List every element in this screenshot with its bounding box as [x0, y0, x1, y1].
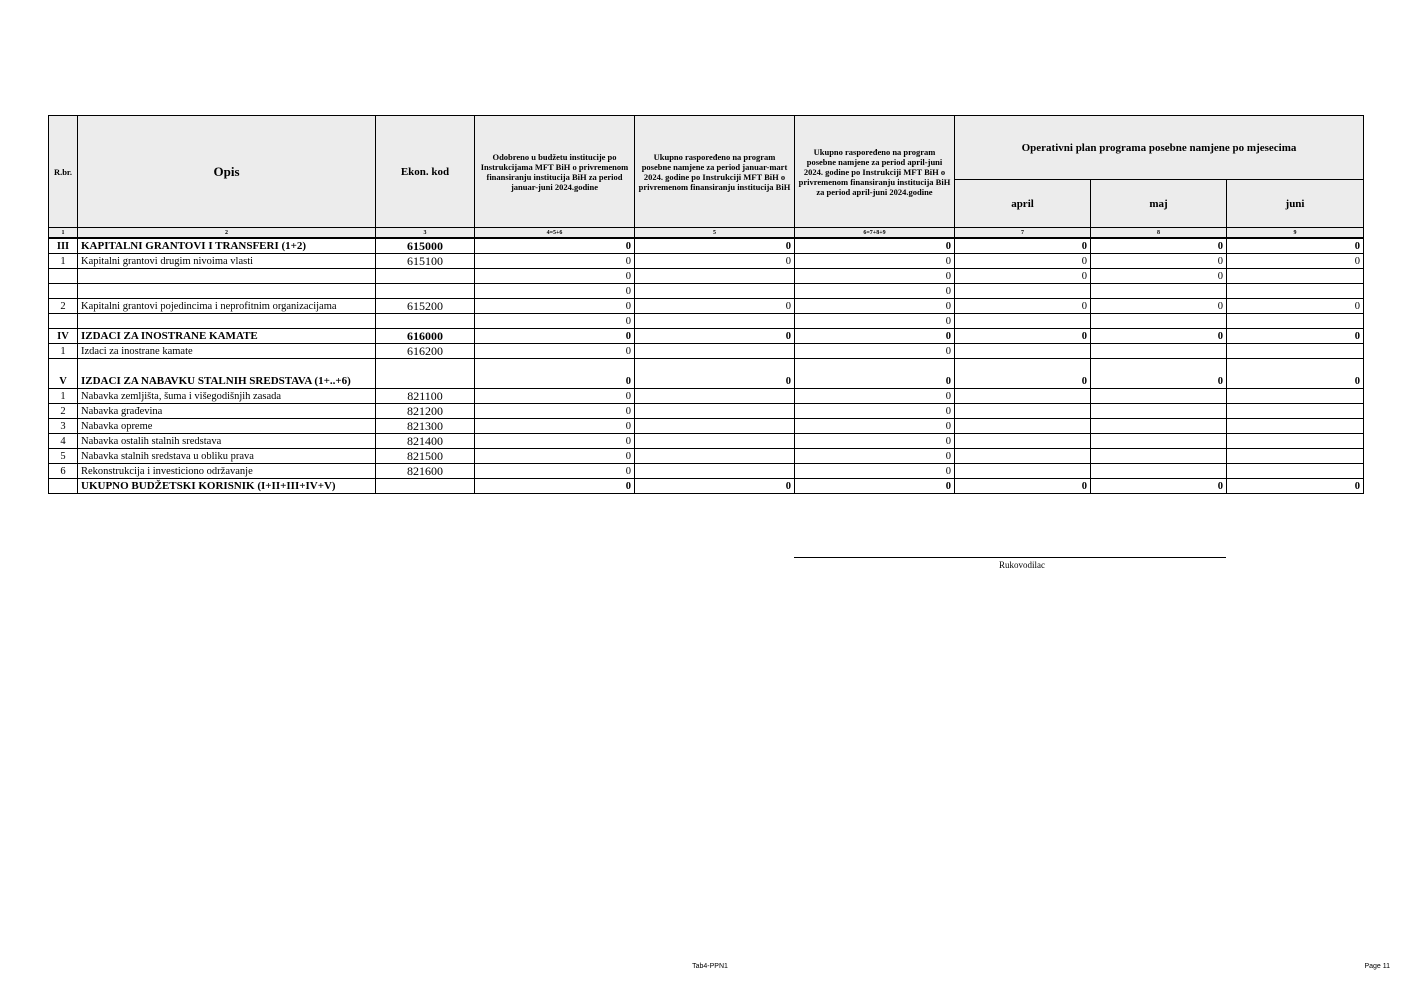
row-value-c4: 0 — [475, 359, 635, 389]
row-description: KAPITALNI GRANTOVI I TRANSFERI (1+2) — [78, 238, 376, 254]
row-value-c4: 0 — [475, 404, 635, 419]
table-row — [49, 419, 1364, 434]
row-number: 1 — [49, 389, 78, 404]
header-jan-mar: Ukupno raspoređeno na program posebne namjene za period januar-mart 2024. godine po Instrukciji MFT BiH o privremenom finansiranju institucija BiH — [635, 116, 795, 228]
row-ekon-kod: 821300 — [376, 419, 475, 434]
row-value-c7 — [955, 419, 1091, 434]
row-ekon-kod: 615200 — [376, 299, 475, 314]
row-value-c4: 0 — [475, 238, 635, 254]
header-apr-jun: Ukupno raspoređeno na program posebne namjene za period april-juni 2024. godine po Instrukciji MFT BiH o privremenom finansiranju institucija BiH za period april-juni 2024.godine — [795, 116, 955, 228]
row-number — [49, 284, 78, 299]
table-row — [49, 344, 1364, 359]
row-number: III — [49, 238, 78, 254]
row-ekon-kod: 615000 — [376, 238, 475, 254]
header-rbr: R.br. — [49, 116, 78, 228]
row-value-c8: 0 — [1091, 254, 1227, 269]
row-value-c6: 0 — [795, 434, 955, 449]
row-value-c7 — [955, 449, 1091, 464]
row-value-c7 — [955, 314, 1091, 329]
row-value-c5 — [635, 419, 795, 434]
header-juni: juni — [1227, 180, 1364, 228]
row-value-c7 — [955, 344, 1091, 359]
colnum-2: 2 — [78, 228, 376, 239]
row-description: Nabavka ostalih stalnih sredstava — [78, 434, 376, 449]
row-value-c5: 0 — [635, 254, 795, 269]
table-row — [49, 269, 1364, 284]
row-description — [78, 269, 376, 284]
row-number: 4 — [49, 434, 78, 449]
row-value-c9: 0 — [1227, 238, 1364, 254]
row-value-c9: 0 — [1227, 299, 1364, 314]
row-value-c8 — [1091, 389, 1227, 404]
budget-table — [48, 115, 1364, 494]
row-value-c8 — [1091, 464, 1227, 479]
table-row — [49, 314, 1364, 329]
row-ekon-kod: 615100 — [376, 254, 475, 269]
row-value-c7 — [955, 404, 1091, 419]
row-number: 1 — [49, 344, 78, 359]
row-value-c4: 0 — [475, 434, 635, 449]
row-value-c9: 0 — [1227, 329, 1364, 344]
signature-label: Rukovodilac — [999, 560, 1045, 570]
row-value-c4: 0 — [475, 299, 635, 314]
colnum-3: 3 — [376, 228, 475, 239]
table-row — [49, 449, 1364, 464]
row-number: 2 — [49, 404, 78, 419]
row-value-c9 — [1227, 269, 1364, 284]
row-value-c9 — [1227, 449, 1364, 464]
row-value-c9: 0 — [1227, 254, 1364, 269]
row-value-c4: 0 — [475, 284, 635, 299]
row-number — [49, 314, 78, 329]
row-value-c7: 0 — [955, 479, 1091, 494]
row-value-c5 — [635, 449, 795, 464]
table-row — [49, 359, 1364, 389]
row-number: 2 — [49, 299, 78, 314]
row-ekon-kod: 821500 — [376, 449, 475, 464]
row-ekon-kod: 821100 — [376, 389, 475, 404]
row-value-c9: 0 — [1227, 479, 1364, 494]
row-description: IZDACI ZA NABAVKU STALNIH SREDSTAVA (1+..+6) — [78, 359, 376, 389]
row-number: 1 — [49, 254, 78, 269]
signature-line — [794, 557, 1226, 558]
row-value-c6: 0 — [795, 479, 955, 494]
row-ekon-kod: 616000 — [376, 329, 475, 344]
row-value-c9 — [1227, 419, 1364, 434]
row-value-c7 — [955, 434, 1091, 449]
row-value-c8: 0 — [1091, 359, 1227, 389]
row-number: 3 — [49, 419, 78, 434]
row-value-c5 — [635, 404, 795, 419]
row-value-c4: 0 — [475, 419, 635, 434]
footer-sheet-name: Tab4-PPN1 — [692, 963, 728, 970]
row-value-c6: 0 — [795, 404, 955, 419]
row-value-c4: 0 — [475, 449, 635, 464]
row-number — [49, 479, 78, 494]
row-description: Nabavka stalnih sredstava u obliku prava — [78, 449, 376, 464]
row-description: Nabavka građevina — [78, 404, 376, 419]
row-ekon-kod — [376, 269, 475, 284]
row-value-c6: 0 — [795, 284, 955, 299]
footer-page-number: Page 11 — [1364, 963, 1390, 970]
row-value-c5 — [635, 464, 795, 479]
row-description: Nabavka zemljišta, šuma i višegodišnjih zasada — [78, 389, 376, 404]
header-ekon-kod: Ekon. kod — [376, 116, 475, 228]
row-number: V — [49, 359, 78, 389]
row-value-c9 — [1227, 314, 1364, 329]
row-number: 6 — [49, 464, 78, 479]
row-value-c8: 0 — [1091, 299, 1227, 314]
header-opis: Opis — [78, 116, 376, 228]
row-description: Rekonstrukcija i investiciono održavanje — [78, 464, 376, 479]
row-value-c7: 0 — [955, 299, 1091, 314]
row-description: IZDACI ZA INOSTRANE KAMATE — [78, 329, 376, 344]
row-value-c6: 0 — [795, 344, 955, 359]
row-value-c6: 0 — [795, 254, 955, 269]
row-value-c6: 0 — [795, 464, 955, 479]
colnum-5: 5 — [635, 228, 795, 239]
row-ekon-kod — [376, 284, 475, 299]
header-operativni-plan: Operativni plan programa posebne namjene po mjesecima — [955, 116, 1364, 180]
table-row — [49, 464, 1364, 479]
row-value-c5 — [635, 284, 795, 299]
row-description: Nabavka opreme — [78, 419, 376, 434]
row-value-c8 — [1091, 344, 1227, 359]
table-row — [49, 479, 1364, 494]
table-body — [49, 228, 1364, 494]
row-ekon-kod — [376, 314, 475, 329]
row-description — [78, 314, 376, 329]
row-value-c8 — [1091, 284, 1227, 299]
row-value-c7: 0 — [955, 329, 1091, 344]
row-value-c6: 0 — [795, 299, 955, 314]
table-row — [49, 329, 1364, 344]
row-value-c8 — [1091, 314, 1227, 329]
row-number: IV — [49, 329, 78, 344]
table-row — [49, 254, 1364, 269]
row-value-c9: 0 — [1227, 359, 1364, 389]
table-row — [49, 389, 1364, 404]
row-value-c6: 0 — [795, 238, 955, 254]
table-row — [49, 404, 1364, 419]
row-value-c5 — [635, 314, 795, 329]
table-row — [49, 434, 1364, 449]
row-value-c8: 0 — [1091, 329, 1227, 344]
row-value-c4: 0 — [475, 389, 635, 404]
row-value-c5 — [635, 269, 795, 284]
colnum-7: 7 — [955, 228, 1091, 239]
row-value-c5 — [635, 434, 795, 449]
colnum-6: 6=7+8+9 — [795, 228, 955, 239]
row-value-c5 — [635, 344, 795, 359]
row-value-c6: 0 — [795, 329, 955, 344]
row-value-c8 — [1091, 449, 1227, 464]
colnum-8: 8 — [1091, 228, 1227, 239]
row-value-c5 — [635, 389, 795, 404]
row-value-c5: 0 — [635, 238, 795, 254]
column-number-row — [49, 228, 1364, 239]
table-row — [49, 238, 1364, 254]
row-value-c7 — [955, 389, 1091, 404]
row-value-c7: 0 — [955, 238, 1091, 254]
row-description: Kapitalni grantovi drugim nivoima vlasti — [78, 254, 376, 269]
row-value-c5: 0 — [635, 299, 795, 314]
row-value-c9 — [1227, 404, 1364, 419]
row-description: Izdaci za inostrane kamate — [78, 344, 376, 359]
row-ekon-kod: 821600 — [376, 464, 475, 479]
row-value-c9 — [1227, 389, 1364, 404]
row-value-c4: 0 — [475, 254, 635, 269]
row-ekon-kod — [376, 479, 475, 494]
row-value-c6: 0 — [795, 314, 955, 329]
row-number — [49, 269, 78, 284]
row-value-c8: 0 — [1091, 238, 1227, 254]
table-row — [49, 299, 1364, 314]
row-description: UKUPNO BUDŽETSKI KORISNIK (I+II+III+IV+V) — [78, 479, 376, 494]
row-value-c4: 0 — [475, 269, 635, 284]
row-value-c9 — [1227, 284, 1364, 299]
row-ekon-kod: 821200 — [376, 404, 475, 419]
row-value-c4: 0 — [475, 329, 635, 344]
row-number: 5 — [49, 449, 78, 464]
row-value-c9 — [1227, 464, 1364, 479]
row-value-c6: 0 — [795, 269, 955, 284]
row-value-c5: 0 — [635, 479, 795, 494]
row-value-c9 — [1227, 434, 1364, 449]
row-value-c8: 0 — [1091, 479, 1227, 494]
row-value-c9 — [1227, 344, 1364, 359]
row-ekon-kod: 616200 — [376, 344, 475, 359]
row-value-c6: 0 — [795, 359, 955, 389]
header-odobreno: Odobreno u budžetu institucije po Instrukcijama MFT BiH o privremenom finansiranju institucija BiH za period januar-juni 2024.godine — [475, 116, 635, 228]
row-value-c4: 0 — [475, 464, 635, 479]
row-value-c7 — [955, 284, 1091, 299]
row-value-c8 — [1091, 404, 1227, 419]
row-description — [78, 284, 376, 299]
row-value-c7: 0 — [955, 269, 1091, 284]
row-ekon-kod — [376, 359, 475, 389]
table-row — [49, 284, 1364, 299]
row-value-c8 — [1091, 434, 1227, 449]
header-april: april — [955, 180, 1091, 228]
colnum-4: 4=5+6 — [475, 228, 635, 239]
row-value-c8: 0 — [1091, 269, 1227, 284]
row-value-c8 — [1091, 419, 1227, 434]
row-value-c4: 0 — [475, 479, 635, 494]
row-value-c7: 0 — [955, 254, 1091, 269]
row-value-c6: 0 — [795, 449, 955, 464]
row-value-c6: 0 — [795, 389, 955, 404]
header-maj: maj — [1091, 180, 1227, 228]
row-ekon-kod: 821400 — [376, 434, 475, 449]
colnum-9: 9 — [1227, 228, 1364, 239]
row-value-c7 — [955, 464, 1091, 479]
colnum-1: 1 — [49, 228, 78, 239]
row-value-c5: 0 — [635, 359, 795, 389]
row-value-c7: 0 — [955, 359, 1091, 389]
row-description: Kapitalni grantovi pojedincima i neprofitnim organizacijama — [78, 299, 376, 314]
row-value-c4: 0 — [475, 344, 635, 359]
row-value-c4: 0 — [475, 314, 635, 329]
row-value-c5: 0 — [635, 329, 795, 344]
row-value-c6: 0 — [795, 419, 955, 434]
